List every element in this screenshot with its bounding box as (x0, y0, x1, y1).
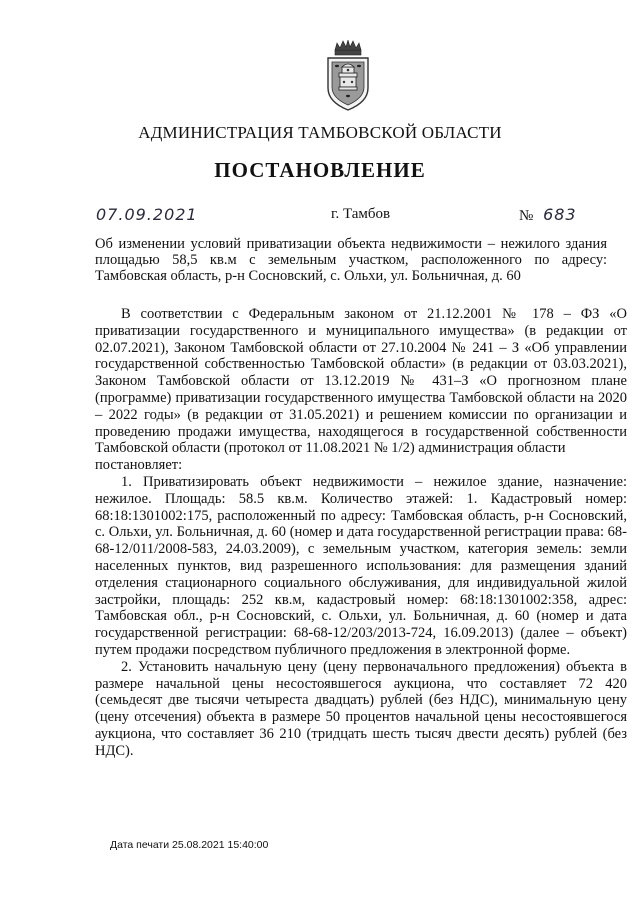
document-number (519, 205, 577, 225)
city-name: г. Тамбов (331, 206, 391, 222)
document-body (95, 306, 627, 760)
handwritten-number: 683 (543, 205, 577, 224)
agency-name: АДМИНИСТРАЦИЯ ТАМБОВСКОЙ ОБЛАСТИ (138, 123, 502, 142)
clause-1-paragraph: 1. Приватизировать объект недвижимости – нежилое здание, назначение: нежилое. Площадь: 58.5 кв.м. Количество этажей: 1. Кадастровый номер: 68:18:1301002:175, расположенный по адресу: Тамбовская область, р-н Сосновский, с. Ольхи, ул. Больничная, д. 60 (номер и дата государственной регистрации права: 68-68-12/011/2008-583, 24.03.2009), с земельным участком, категория земель: земли населенных пунктов, вид разрешенного использования: для размещения зданий отделения стационарного социального обслуживания, для индивидуальной жилой застройки, площадь: 252 кв.м, кадастровый номер: 68:18:1301002:358, адрес: Тамбовская обл., р-н Сосновский, с. Ольхи, ул. Больничная, д. 60 (номер и дата государственной регистрации: 68-68-12/203/2013-724, 16.09.2013) (далее – объект) путем продажи посредством публичного предложения в электронной форме. (95, 473, 627, 658)
preamble-paragraph: В соответствии с Федеральным законом от 21.12.2001 № 178 – ФЗ «О приватизации государственного и муниципального имущества» (в редакции от 02.07.2021), Законом Тамбовской области от 27.10.2004 № 241 – З «Об управлении государственной собственностью Тамбовской области» (в редакции от 03.03.2021), Законом Тамбовской области от 13.12.2019 № 431–З «О прогнозном плане (программе) приватизации государственного имущества Тамбовской области на 2020 – 2022 годы» (в редакции от 31.05.2021) и решением комиссии по организации и проведению продажи имущества, находящегося в государственной собственности Тамбовской области (протокол от 11.08.2021 № 1/2) администрация области (95, 306, 627, 457)
clause-2-paragraph: 2. Установить начальную цену (цену первоначального предложения) объекта в размере начальной цены несостоявшегося аукциона, что составляет 72 420 (семьдесят две тысячи четыреста двадцать) рублей (без НДС), минимальную цену (цену отсечения) объекта в размере 50 процентов начальной цены несостоявшегося аукциона, что составляет 36 210 (тридцать шесть тысяч двести десять) рублей (без НДС). (95, 658, 627, 759)
handwritten-date: 07.09.2021 (96, 205, 198, 224)
print-date-footer: Дата печати 25.08.2021 15:40:00 (110, 839, 269, 851)
coat-of-arms-icon (322, 40, 374, 112)
resolves-line: постановляет: (95, 457, 183, 474)
document-type-title: ПОСТАНОВЛЕНИЕ (214, 158, 426, 182)
number-sign: № (519, 208, 534, 224)
document-subject: Об изменении условий приватизации объекта недвижимости – нежилого здания площадью 58,5 кв.м с земельным участком, расположенного по адресу: Тамбовская область, р-н Сосновский, с. Ольхи, ул. Больничная, д. 60 (95, 236, 607, 284)
